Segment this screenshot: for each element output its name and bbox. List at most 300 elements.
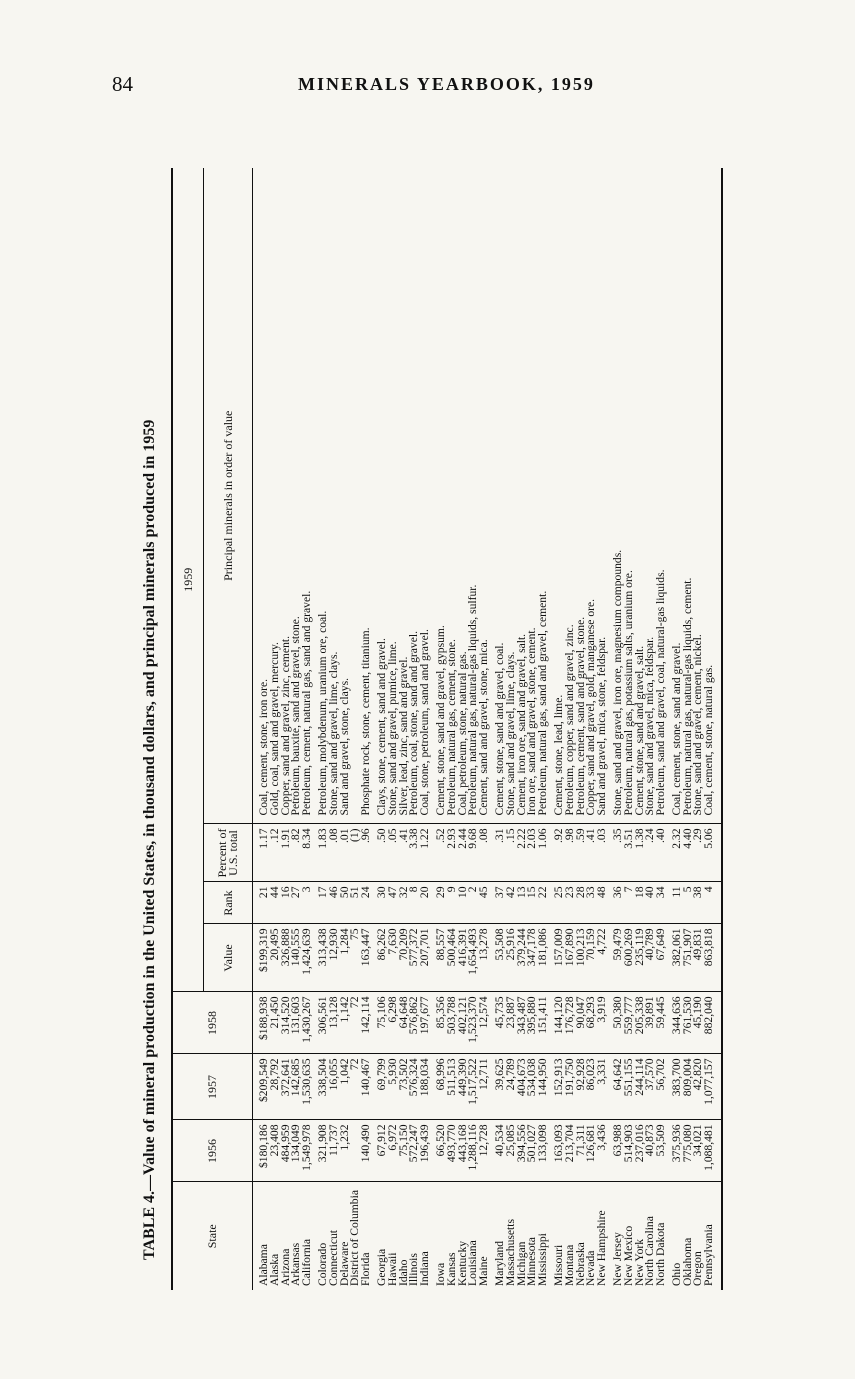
value-1958: 131,603 [291,992,302,1054]
percent-of-total: .12 [270,824,281,882]
state-name: Idaho [396,1259,410,1286]
state-name: Oklahoma [680,1237,694,1286]
state-name: Delaware [337,1241,351,1286]
value-1958: 64,648 [399,992,410,1054]
value-1957: 244,114 [635,1054,646,1120]
rank: 40 [645,882,656,924]
table-row [597,168,608,1290]
value-1959: 75 [350,924,361,992]
value-1956: 196,439 [420,1120,431,1182]
value-1957: 42,820 [693,1054,704,1120]
percent-of-total: 2.22 [517,824,528,882]
rank: 16 [281,882,292,924]
value-1959: 4,722 [597,924,608,992]
state-name: Florida [359,1252,373,1286]
value-1959: 13,278 [479,924,490,992]
principal-minerals: Coal, cement, stone, sand and gravel. [667,168,683,824]
state-name: Colorado [315,1242,329,1286]
percent-of-total: .31 [490,824,506,882]
principal-minerals: Petroleum, natural gas, potassium salts, uranium ore. [624,168,635,824]
value-1957: 3,331 [597,1054,608,1120]
header-1958: 1958 [172,992,253,1054]
principal-minerals: Stone, sand and gravel, lime, clays. [506,168,517,824]
principal-minerals: Petroleum, sand and gravel, coal, natural-gas liquids. [656,168,667,824]
rank: 4 [704,882,722,924]
rank: 5 [683,882,694,924]
state-name: New Mexico [621,1225,635,1286]
value-1957: 73,502 [399,1054,410,1120]
value-1956: 12,728 [479,1120,490,1182]
value-1956: 23,408 [270,1120,281,1182]
value-1957: 404,673 [517,1054,528,1120]
rank: 42 [506,882,517,924]
value-1958: 314,520 [281,992,292,1054]
value-1957: 86,023 [586,1054,597,1120]
value-1957: 56,702 [656,1054,667,1120]
percent-of-total: 3.51 [624,824,635,882]
value-1958: 761,530 [683,992,694,1054]
rank: 38 [693,882,704,924]
value-1959: 12,930 [329,924,340,992]
value-1957: 534,038 [527,1054,538,1120]
percent-of-total: .01 [340,824,351,882]
value-1958: 68,293 [586,992,597,1054]
rank: 28 [576,882,587,924]
value-1959: 25,916 [506,924,517,992]
value-1959: 382,061 [667,924,683,992]
value-1958: 12,574 [479,992,490,1054]
rank: 20 [420,882,431,924]
percent-of-total: 2.03 [527,824,538,882]
percent-of-total: .24 [645,824,656,882]
value-1958: 142,114 [361,992,372,1054]
value-1958: 6,298 [388,992,399,1054]
state-name: Ohio [669,1262,683,1286]
percent-of-total: .05 [388,824,399,882]
value-1956: 3,436 [597,1120,608,1182]
percent-of-total: .15 [506,824,517,882]
rank: 15 [527,882,538,924]
value-1958: 197,677 [420,992,431,1054]
percent-of-total: 8.34 [302,824,313,882]
value-1959: 67,649 [656,924,667,992]
principal-minerals: Stone, sand and gravel, cement, nickel. [693,168,704,824]
value-1957: 1,042 [340,1054,351,1120]
value-1959: 70,209 [399,924,410,992]
rank: 37 [490,882,506,924]
principal-minerals: Cement, sand and gravel, stone, mica. [479,168,490,824]
principal-minerals: Coal, petroleum, stone, natural gas. [458,168,469,824]
percent-of-total: .59 [576,824,587,882]
table-row [479,168,490,1290]
principal-minerals: Petroleum, molybdenum, uranium ore, coal. [313,168,329,824]
state-name: New Jersey [610,1232,624,1286]
principal-minerals: Petroleum, coal, stone, sand and gravel. [409,168,420,824]
state-name: Alabama [257,1244,270,1286]
state-name: Arizona [278,1248,292,1286]
principal-minerals: Gold, coal, sand and gravel, mercury. [270,168,281,824]
value-1958: 85,356 [431,992,447,1054]
value-1957: 809,004 [683,1054,694,1120]
state-name: Connecticut [326,1229,340,1286]
percent-of-total: .08 [329,824,340,882]
value-1959: 416,391 [458,924,469,992]
principal-minerals: Stone, sand and gravel, pumice, lime. [388,168,399,824]
value-1956: 66,520 [431,1120,447,1182]
state-name: Oregon [691,1251,705,1286]
principal-minerals: Sand and gravel, stone, clays. [340,168,351,824]
state-name: Pennsylvania [702,1224,716,1286]
percent-of-total: 2.32 [667,824,683,882]
state-name: Nebraska [573,1242,587,1286]
value-1959: 1,424,639 [302,924,313,992]
value-1956: 126,681 [586,1120,597,1182]
percent-of-total: .82 [291,824,302,882]
rank: 3 [302,882,313,924]
table-row [538,168,549,1290]
rank: 17 [313,882,329,924]
principal-minerals: Petroleum, natural gas, sand and gravel, cement. [538,168,549,824]
value-1956: 321,908 [313,1120,329,1182]
header-state: State [172,1182,253,1290]
rank: 24 [361,882,372,924]
value-1958: $188,938 [253,992,270,1054]
value-1959: 70,159 [586,924,597,992]
percent-of-total: .96 [361,824,372,882]
value-1958: 59,445 [656,992,667,1054]
value-1957: 152,913 [549,1054,565,1120]
value-1956: 34,021 [693,1120,704,1182]
principal-minerals: Stone, sand and gravel, mica, feldspar. [645,168,656,824]
state-name: Mississippi [536,1233,550,1286]
value-1956: 484,959 [281,1120,292,1182]
rank: 34 [656,882,667,924]
value-1956: 775,080 [683,1120,694,1182]
value-1957: 68,996 [431,1054,447,1120]
value-1958: 39,891 [645,992,656,1054]
principal-minerals: Stone, sand and gravel, lime, clays. [329,168,340,824]
value-1957: 551,155 [624,1054,635,1120]
value-1959: 86,262 [372,924,388,992]
value-1957: 24,789 [506,1054,517,1120]
value-1956: 394,556 [517,1120,528,1182]
value-1956: 133,098 [538,1120,549,1182]
value-1956: 237,016 [635,1120,646,1182]
state-name: North Carolina [643,1216,657,1286]
value-1957: 28,792 [270,1054,281,1120]
value-1957: 511,513 [447,1054,458,1120]
value-1956: 140,490 [361,1120,372,1182]
rank: 2 [468,882,479,924]
value-1957: 142,685 [291,1054,302,1120]
state-name: California [300,1238,314,1286]
value-1958: 1,523,370 [468,992,479,1054]
rank: 18 [635,882,646,924]
principal-minerals: Cement, stone, sand and gravel, salt. [635,168,646,824]
value-1957: 64,642 [608,1054,624,1120]
value-1957: 92,928 [576,1054,587,1120]
percent-of-total: .41 [586,824,597,882]
value-1959: 157,009 [549,924,565,992]
state-name: Montana [562,1244,576,1286]
table-row [302,168,313,1290]
value-1956: 71,311 [576,1120,587,1182]
principal-minerals: Clays, stone, cement, sand and gravel. [372,168,388,824]
rank: 23 [565,882,576,924]
value-1956: 63,988 [608,1120,624,1182]
value-1959: 7,630 [388,924,399,992]
value-1958: 559,777 [624,992,635,1054]
value-1957: 449,390 [458,1054,469,1120]
principal-minerals: Copper, sand and gravel, zinc, cement. [281,168,292,824]
percent-of-total: .29 [693,824,704,882]
value-1958: 576,862 [409,992,420,1054]
state-name: Iowa [433,1262,447,1286]
value-1959: $199,319 [253,924,270,992]
table-row [340,168,351,1290]
value-1958: 395,880 [527,992,538,1054]
state-name: Hawaii [385,1252,399,1286]
percent-of-total: .03 [597,824,608,882]
value-1957: 72 [350,1054,361,1120]
value-1956: 40,873 [645,1120,656,1182]
value-1957: 69,799 [372,1054,388,1120]
value-1956: 1,232 [340,1120,351,1182]
rank: 30 [372,882,388,924]
percent-of-total: 1.83 [313,824,329,882]
state-name: Minnesota [525,1237,539,1286]
value-1958: 13,128 [329,992,340,1054]
value-1958: 23,887 [506,992,517,1054]
value-1956: 40,534 [490,1120,506,1182]
rank: 7 [624,882,635,924]
state-name: North Dakota [654,1222,668,1286]
percent-of-total: .52 [431,824,447,882]
value-1958: 3,919 [597,992,608,1054]
percent-of-total: 1.22 [420,824,431,882]
value-1959: 207,701 [420,924,431,992]
value-1956: 1,288,116 [468,1120,479,1182]
value-1957: 16,055 [329,1054,340,1120]
value-1956: 163,093 [549,1120,565,1182]
percent-of-total: .92 [549,824,565,882]
rank: 44 [270,882,281,924]
value-1956: 11,737 [329,1120,340,1182]
value-1957: 372,641 [281,1054,292,1120]
value-1958: 72 [350,992,361,1054]
principal-minerals: Petroleum, bauxite, sand and gravel, stone. [291,168,302,824]
header-1957: 1957 [172,1054,253,1120]
state-name: Georgia [374,1248,388,1286]
rank: 22 [538,882,549,924]
percent-of-total: 1.38 [635,824,646,882]
principal-minerals: Cement, stone, sand and gravel, gypsum. [431,168,447,824]
value-1959: 235,119 [635,924,646,992]
rank: 29 [431,882,447,924]
rank: 50 [340,882,351,924]
principal-minerals: Coal, stone, petroleum, sand and gravel. [420,168,431,824]
state-name: Massachusetts [503,1219,517,1286]
principal-minerals: Phosphate rock, stone, cement, titanium. [361,168,372,824]
value-1959: 1,654,493 [468,924,479,992]
value-1959: 88,557 [431,924,447,992]
value-1959: 59,479 [608,924,624,992]
value-1957: 37,570 [645,1054,656,1120]
header-1956: 1956 [172,1120,253,1182]
table-row [656,168,667,1290]
value-1958: 45,735 [490,992,506,1054]
principal-minerals: Petroleum, copper, sand and gravel, zinc. [565,168,576,824]
value-1957: 1,517,522 [468,1054,479,1120]
value-1959: 53,508 [490,924,506,992]
percent-of-total: 3.38 [409,824,420,882]
value-1957: 191,750 [565,1054,576,1120]
value-1959: 163,447 [361,924,372,992]
percent-of-total: 1.06 [538,824,549,882]
value-1958: 75,106 [372,992,388,1054]
value-1958: 144,120 [549,992,565,1054]
value-1956: 443,168 [458,1120,469,1182]
rank: 8 [409,882,420,924]
percent-of-total: 1.17 [253,824,270,882]
value-1958: 882,040 [704,992,722,1054]
value-1956: 514,903 [624,1120,635,1182]
value-1959: 100,213 [576,924,587,992]
value-1957: 39,625 [490,1054,506,1120]
principal-minerals: Petroleum, natural gas, natural-gas liquids, sulfur. [468,168,479,824]
rank: 36 [608,882,624,924]
principal-minerals: Silver, lead, zinc, sand and gravel. [399,168,410,824]
state-name: Illinois [407,1253,421,1286]
value-1957: $209,549 [253,1054,270,1120]
value-1959: 326,888 [281,924,292,992]
rank: 21 [253,882,270,924]
header-percent: Percent of U.S. total [204,824,253,882]
value-1958: 1,142 [340,992,351,1054]
rank: 32 [399,882,410,924]
rank: 51 [350,882,361,924]
value-1957: 188,034 [420,1054,431,1120]
table-row [420,168,431,1290]
principal-minerals: Petroleum, natural gas, cement, stone. [447,168,458,824]
state-name: Kansas [444,1252,458,1286]
principal-minerals: Cement, stone, sand and gravel, coal. [490,168,506,824]
state-name: Indiana [418,1251,432,1286]
value-1959: 1,284 [340,924,351,992]
header-rank: Rank [204,882,253,924]
value-1959: 181,086 [538,924,549,992]
state-name: Missouri [551,1244,565,1286]
value-1957: 1,077,157 [704,1054,722,1120]
value-1959: 40,789 [645,924,656,992]
percent-of-total: .98 [565,824,576,882]
value-1959: 751,907 [683,924,694,992]
value-1956: 53,509 [656,1120,667,1182]
percent-of-total: .40 [656,824,667,882]
principal-minerals: Sand and gravel, mica, stone, feldspar. [597,168,608,824]
percent-of-total: 2.93 [447,824,458,882]
table-row [704,168,722,1290]
state-name: Michigan [514,1241,528,1286]
value-1957: 12,711 [479,1054,490,1120]
principal-minerals: Coal, cement, stone, natural gas. [704,168,722,824]
value-1958: 50,380 [608,992,624,1054]
principal-minerals: Coal, cement, stone, iron ore. [253,168,270,824]
percent-of-total: .41 [399,824,410,882]
value-1959: 863,818 [704,924,722,992]
principal-minerals: Copper, sand and gravel, gold, manganese ore. [586,168,597,824]
state-name: New Hampshire [595,1210,609,1286]
rank: 11 [667,882,683,924]
value-1959: 600,269 [624,924,635,992]
percent-of-total: 5.06 [704,824,722,882]
value-1959: 313,438 [313,924,329,992]
rank: 46 [329,882,340,924]
value-1957: 144,950 [538,1054,549,1120]
percent-of-total: .50 [372,824,388,882]
value-1957: 140,467 [361,1054,372,1120]
value-1958: 306,561 [313,992,329,1054]
value-1958: 45,190 [693,992,704,1054]
header-1959: 1959 [172,168,204,992]
principal-minerals: Petroleum, cement, sand and gravel, stone. [576,168,587,824]
page-number: 84 [112,72,133,96]
value-1959: 140,555 [291,924,302,992]
value-1958: 1,430,267 [302,992,313,1054]
state-name: Louisiana [466,1240,480,1286]
principal-minerals: Cement, stone, lead, lime. [549,168,565,824]
rank: 47 [388,882,399,924]
value-1956: 67,912 [372,1120,388,1182]
value-1956: 572,247 [409,1120,420,1182]
value-1958: 205,338 [635,992,646,1054]
value-1956: 493,770 [447,1120,458,1182]
state-name: Maine [477,1256,491,1286]
value-1958: 21,450 [270,992,281,1054]
table-body [253,168,723,1290]
state-name: Kentucky [455,1240,469,1286]
value-1956: $180,186 [253,1120,270,1182]
value-1957: 338,504 [313,1054,329,1120]
state-name: District of Columbia [348,1190,362,1286]
value-1958: 343,487 [517,992,528,1054]
value-1956: 75,150 [399,1120,410,1182]
percent-of-total: (1) [350,824,361,882]
value-1959: 347,178 [527,924,538,992]
state-name: Alaska [267,1253,281,1286]
percent-of-total: .08 [479,824,490,882]
rank: 27 [291,882,302,924]
principal-minerals: Cement, iron ore, sand and gravel, salt. [517,168,528,824]
value-1958: 176,728 [565,992,576,1054]
percent-of-total: 4.40 [683,824,694,882]
state-name: Maryland [492,1240,506,1286]
value-1959: 500,464 [447,924,458,992]
value-1956: 501,027 [527,1120,538,1182]
percent-of-total: 1.91 [281,824,292,882]
rank: 9 [447,882,458,924]
mineral-production-table [171,168,723,1290]
rank: 45 [479,882,490,924]
value-1958: 344,636 [667,992,683,1054]
value-1957: 576,324 [409,1054,420,1120]
value-1957: 383,700 [667,1054,683,1120]
table-row [361,168,372,1290]
percent-of-total: 9.68 [468,824,479,882]
value-1956: 6,972 [388,1120,399,1182]
value-1958: 503,788 [447,992,458,1054]
rotated-table-region [135,140,775,1290]
